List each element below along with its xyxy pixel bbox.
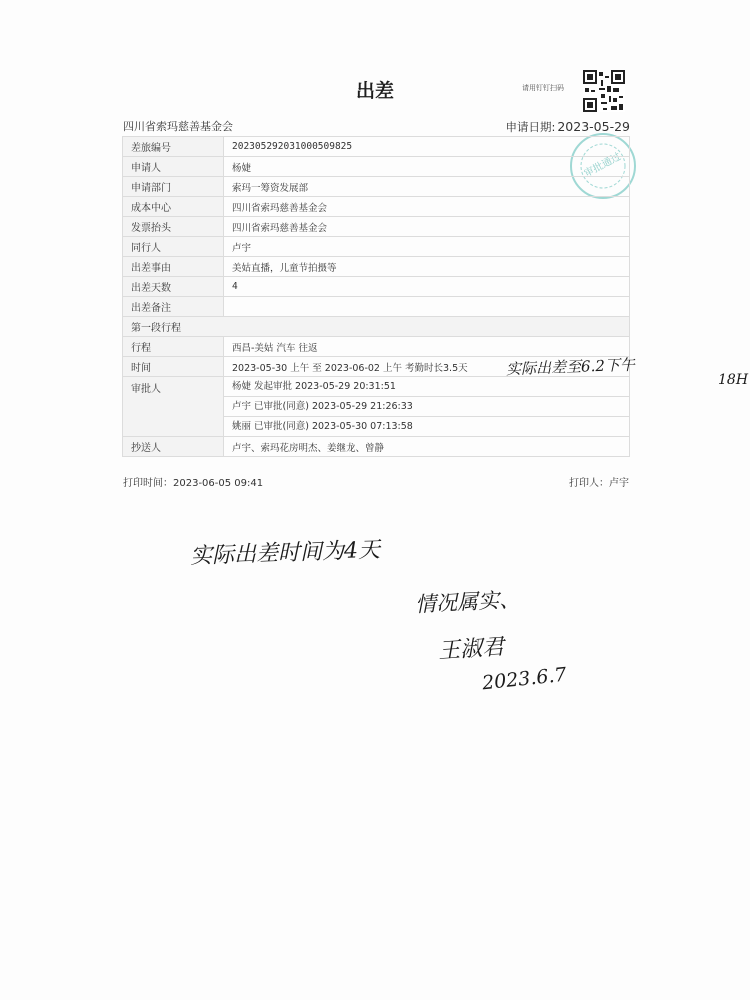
printer: 打印人：卢宇 <box>569 478 629 489</box>
row-value: 索玛一筹资发展部 <box>224 177 630 197</box>
row-label: 行程 <box>123 337 224 357</box>
approver-entry: 卢宇 已审批(同意) 2023-05-29 21:26:33 <box>224 396 629 416</box>
row-label: 出差备注 <box>123 297 224 317</box>
apply-date-value: 2023-05-29 <box>557 119 630 134</box>
row-value: 四川省索玛慈善基金会 <box>224 217 630 237</box>
form-row-department <box>123 177 630 197</box>
row-label: 申请部门 <box>123 177 224 197</box>
row-value: 西昌-美姑 汽车 往返 <box>224 337 630 357</box>
approver-list <box>224 377 630 437</box>
approver-entry: 姚丽 已审批(同意) 2023-05-30 07:13:58 <box>224 416 629 436</box>
row-value: 美姑直播，儿童节拍摄等 <box>224 257 630 277</box>
form-row-applicant <box>123 157 630 177</box>
row-label: 发票抬头 <box>123 217 224 237</box>
stamp-text: 审批通过 <box>582 151 624 180</box>
qr-code-icon <box>583 70 625 112</box>
approver-entry: 杨婕 发起审批 2023-05-29 20:31:51 <box>232 381 396 392</box>
organization-name: 四川省索玛慈善基金会 <box>123 120 233 133</box>
form-row-days <box>123 277 630 297</box>
form-row-trip-id <box>123 137 630 157</box>
form-row-companion <box>123 237 630 257</box>
handwritten-note-line2: 情况属实、 <box>414 587 521 617</box>
document-title: 出差 <box>355 80 394 102</box>
row-label: 出差天数 <box>123 277 224 297</box>
row-value: 卢宇 <box>224 237 630 257</box>
row-value: 杨婕 <box>224 157 630 177</box>
row-label: 时间 <box>123 357 224 377</box>
row-label: 审批人 <box>123 377 224 437</box>
form-row-remarks <box>123 297 630 317</box>
row-label: 出差事由 <box>123 257 224 277</box>
row-value: 4 <box>224 277 630 297</box>
row-label: 差旅编号 <box>123 137 224 157</box>
travel-form-table <box>122 136 630 457</box>
section-title: 第一段行程 <box>123 317 630 337</box>
row-value: 卢宇、索玛花房明杰、姜继龙、曾静 <box>224 437 630 457</box>
row-label: 成本中心 <box>123 197 224 217</box>
handwritten-time-note: 实际出差至6.2下午 <box>505 355 636 379</box>
row-value <box>224 297 630 317</box>
form-row-itinerary <box>123 337 630 357</box>
section-header <box>123 317 630 337</box>
row-label: 同行人 <box>123 237 224 257</box>
apply-date-label: 申请日期: <box>505 120 556 134</box>
form-row-invoice-title <box>123 217 630 237</box>
print-time: 打印时间：2023-06-05 09:41 <box>123 478 264 489</box>
form-row-cost-center <box>123 197 630 217</box>
row-value: 202305292031000509825 <box>224 137 630 157</box>
qr-hint: 请用钉钉扫码 <box>522 84 564 92</box>
form-row-approvers <box>123 377 630 437</box>
form-row-reason <box>123 257 630 277</box>
form-row-cc <box>123 437 630 457</box>
row-value: 四川省索玛慈善基金会 <box>224 197 630 217</box>
handwritten-sign-date: 2023.6.7 <box>481 663 568 695</box>
handwritten-signature: 王淑君 <box>437 634 505 665</box>
row-value: 2023-05-30 上午 至 2023-06-02 上午 考勤时长3.5天 <box>224 357 630 377</box>
row-label: 申请人 <box>123 157 224 177</box>
row-label: 抄送人 <box>123 437 224 457</box>
handwritten-note-line1: 实际出差时间为4天 <box>189 537 381 570</box>
handwritten-margin-note: 18H <box>718 372 749 388</box>
